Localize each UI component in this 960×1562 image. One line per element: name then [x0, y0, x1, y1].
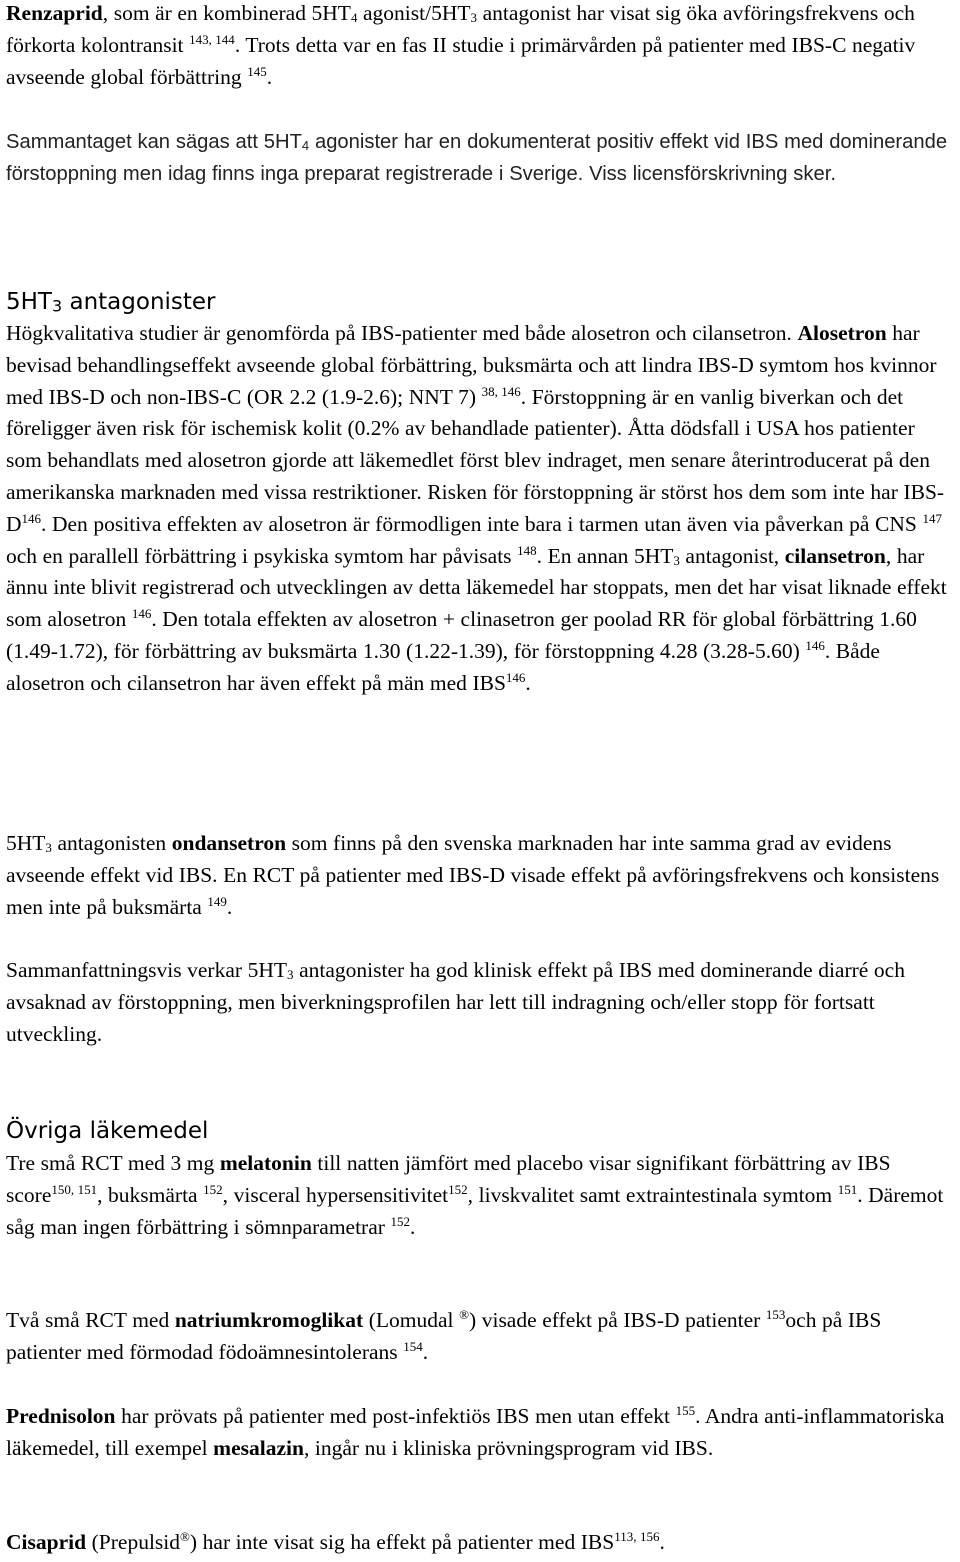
text-span: Tre små RCT med 3 mg	[6, 1151, 220, 1175]
section-heading-5ht3-antagonister	[6, 286, 216, 318]
text-span: och en parallell förbättring i psykiska symtom har påvisats	[6, 543, 518, 568]
paragraph-natriumkromoglikat	[6, 1305, 956, 1369]
reference-superscript: 146	[21, 510, 42, 526]
drug-name-natriumkromoglikat: natriumkromoglikat	[174, 1308, 364, 1332]
text-span: agonist/5HT	[357, 1, 471, 25]
reference-superscript: 151	[837, 1181, 858, 1197]
text-span: har bevisad behandlingseffekt avseende global förbättring, buksmärta och att lindra IBS-D symtom hos kvinnor med IBS-D och non-IBS-C (OR 2.2 (1.9-2.6); NNT 7)	[6, 321, 937, 409]
text-span: Högkvalitativa studier är genomförda på IBS-patienter med både alosetron och cilansetron.	[6, 321, 798, 345]
text-span: antagonister	[62, 289, 216, 315]
text-span: . Förstoppning är en vanlig biverkan och det föreligger även risk för ischemisk kolit (0.2% av behandlade patienter). Åtta dödsfall i USA hos patienter som behandlats med alosetron gjorde att läkemedlet först blev indraget, men senare återintroducerat på den amerikanska marknaden med vissa restriktioner. Risken för förstoppning är störst hos dem som inte har IBS-D	[6, 384, 945, 536]
text-span: ) visade effekt på IBS-D patienter	[468, 1308, 766, 1332]
text-span: (Lomudal	[363, 1308, 460, 1332]
reference-superscript: 152	[390, 1213, 410, 1229]
text-span: 5HT	[6, 289, 52, 315]
paragraph-melatonin	[6, 1148, 956, 1243]
reference-superscript: 152	[203, 1181, 223, 1197]
reference-superscript: 149	[207, 893, 227, 909]
subscript: 3	[287, 966, 294, 982]
subscript: 4	[350, 9, 358, 25]
drug-name-prednisolon: Prednisolon	[6, 1404, 116, 1428]
reference-superscript: 150, 151	[51, 1181, 98, 1197]
drug-name-renzaprid: Renzaprid	[6, 1, 103, 25]
text-span: .	[226, 894, 233, 919]
reference-superscript: 146	[131, 606, 152, 622]
text-span: antagonister ha god klinisk effekt på IBS med dominerande diarré och avsaknad av förstoppning, men biverkningsprofilen har lett till indragning och/eller stopp för fortsatt utveckling.	[6, 958, 905, 1046]
text-span: agonister har en dokumenterat positiv effekt vid IBS med dominerande förstoppning men idag finns inga preparat registrerade i Sverige. Viss licensförskrivning sker.	[6, 131, 948, 185]
reference-superscript: 148	[517, 542, 537, 558]
text-span: , som är en kombinerad 5HT	[102, 1, 351, 25]
reference-superscript: 154	[403, 1338, 423, 1354]
reference-superscript: 147	[922, 510, 942, 526]
drug-name-melatonin: melatonin	[219, 1151, 312, 1175]
text-span: till natten jämfört med placebo visar signifikant förbättring av IBS score	[6, 1151, 891, 1207]
text-span: .	[266, 64, 273, 89]
paragraph-summary-5ht3	[6, 955, 956, 1050]
paragraph-summary-5ht4	[6, 127, 956, 190]
text-span: har prövats på patienter med post-infektiös IBS men utan effekt	[115, 1404, 676, 1428]
drug-name-cisaprid: Cisaprid	[6, 1530, 87, 1554]
subscript: 3	[51, 296, 63, 316]
text-span: . Den positiva effekten av alosetron är förmodligen inte bara i tarmen utan även via påverkan på CNS	[41, 511, 923, 536]
drug-name-mesalazin: mesalazin	[213, 1435, 304, 1460]
reference-superscript: 143, 144	[189, 31, 235, 47]
text-span: .	[410, 1214, 416, 1239]
drug-name-alosetron: Alosetron	[797, 321, 887, 345]
text-span: 5HT	[6, 831, 46, 855]
reference-superscript: 152	[448, 1181, 468, 1197]
registered-trademark-symbol: ®	[180, 1528, 190, 1544]
subscript: 3	[673, 552, 680, 568]
text-span: . Trots detta var en fas II studie i primärvården på patienter med IBS-C negativ avseende global förbättring	[6, 32, 916, 89]
reference-superscript: 146	[505, 669, 526, 685]
paragraph-cisaprid	[6, 1527, 956, 1559]
paragraph-renzaprid	[6, 0, 956, 93]
reference-superscript: 146	[805, 637, 825, 653]
text-span: . En annan 5HT	[536, 543, 674, 568]
text-span: Övriga läkemedel	[6, 1118, 209, 1144]
text-span: .	[659, 1530, 665, 1554]
text-span: antagonisten	[51, 831, 172, 855]
subscript: 3	[45, 839, 52, 855]
paragraph-prednisolon	[6, 1401, 956, 1465]
drug-name-ondansetron: ondansetron	[171, 831, 287, 855]
text-span: antagonist har visat sig öka avföringsfrekvens och förkorta kolontransit	[6, 1, 915, 57]
text-span: ) har inte visat sig ha effekt på patienter med IBS	[189, 1530, 615, 1554]
text-span: .	[422, 1339, 429, 1364]
section-heading-ovriga-lakemedel	[6, 1115, 208, 1147]
subscript: 4	[301, 137, 310, 153]
reference-superscript: 145	[247, 63, 267, 79]
reference-superscript: 113, 156	[614, 1528, 660, 1544]
paragraph-ondansetron	[6, 828, 956, 923]
registered-trademark-symbol: ®	[459, 1306, 469, 1322]
text-span: . Den totala effekten av alosetron + clinasetron ger poolad RR för global förbättring 1.60 (1.49-1.72), för förbättring av buksmärta 1.30 (1.22-1.39), för förstoppning 4.28 (3.28-5.60)	[6, 607, 917, 663]
text-span: antagonist,	[679, 543, 785, 568]
subscript: 3	[470, 9, 478, 25]
reference-superscript: 153	[765, 1306, 786, 1322]
paragraph-alosetron	[6, 318, 956, 700]
text-span: , har ännu inte blivit registrerad och utvecklingen av detta läkemedel har stoppats, men det har visat liknade effekt som alosetron	[6, 543, 947, 632]
text-span: och på IBS patienter med förmodad födoämnesintolerans	[6, 1308, 882, 1364]
text-span: Två små RCT med	[6, 1308, 175, 1332]
text-span: , livskvalitet samt extraintestinala symtom	[467, 1182, 838, 1207]
text-span: som finns på den svenska marknaden har inte samma grad av evidens avseende effekt vid IBS. En RCT på patienter med IBS-D visade effekt på avföringsfrekvens och konsistens men inte på buksmärta	[6, 831, 940, 919]
text-span: , ingår nu i kliniska prövningsprogram vid IBS.	[303, 1435, 714, 1460]
text-span: . Däremot såg man ingen förbättring i sömnparametrar	[6, 1182, 944, 1239]
drug-name-cilansetron: cilansetron	[784, 543, 886, 568]
text-span: .	[525, 670, 531, 695]
text-span: . Både alosetron och cilansetron har även effekt på män med IBS	[6, 638, 880, 695]
reference-superscript: 155	[675, 1402, 696, 1418]
text-span: . Andra anti-inflammatoriska läkemedel, till exempel	[6, 1404, 945, 1460]
reference-superscript: 38, 146	[481, 383, 521, 399]
text-span: , buksmärta	[97, 1182, 204, 1207]
text-span: , visceral hypersensitivitet	[222, 1182, 449, 1207]
text-span: Sammantaget kan sägas att 5HT	[6, 131, 302, 153]
text-span: Sammanfattningsvis verkar 5HT	[6, 958, 288, 982]
text-span: (Prepulsid	[86, 1530, 181, 1554]
